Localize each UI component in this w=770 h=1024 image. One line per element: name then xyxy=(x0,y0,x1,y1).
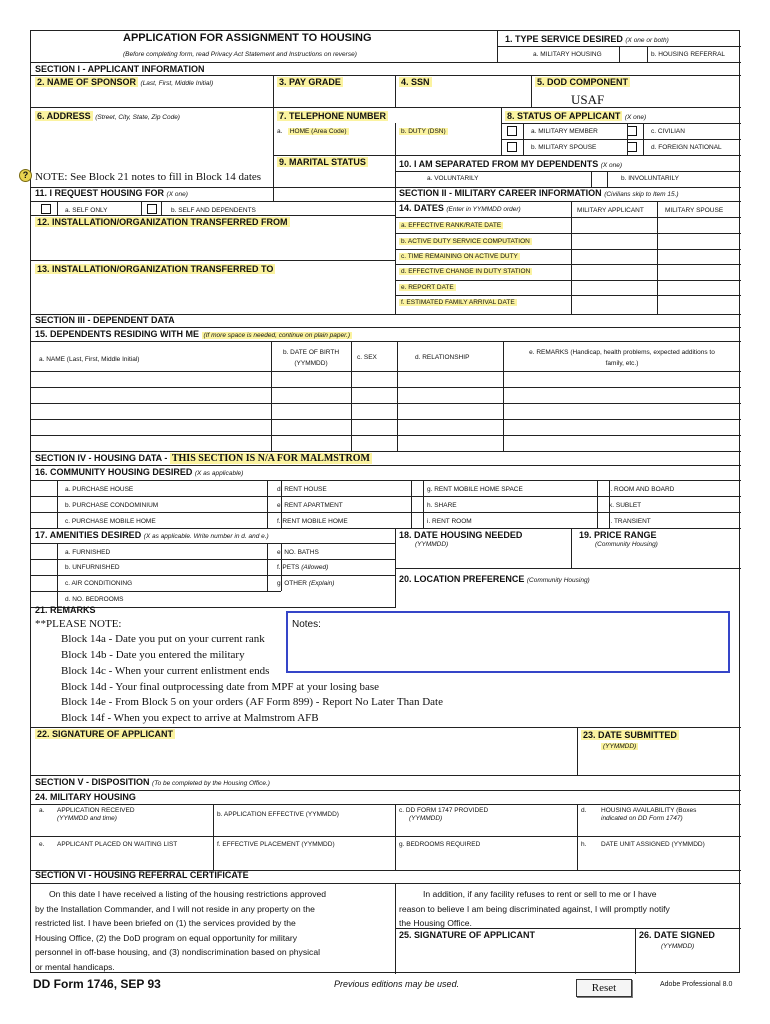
military-spouse-column: MILITARY SPOUSE xyxy=(665,207,724,214)
purchase-house-option[interactable]: a. PURCHASE HOUSE xyxy=(65,486,134,493)
applicant-status-label: 8. STATUS OF APPLICANT (X one) xyxy=(507,111,647,121)
housing-referral-option[interactable]: b. HOUSING REFERRAL xyxy=(651,51,726,58)
help-icon[interactable]: ? xyxy=(19,169,32,182)
signature-label: 22. SIGNATURE OF APPLICANT xyxy=(37,729,174,739)
address-label: 6. ADDRESS (Street, City, State, Zip Code) xyxy=(37,111,180,121)
section-5-title: SECTION V - DISPOSITION (To be completed by the Housing Office.) xyxy=(35,777,270,787)
military-housing-option[interactable]: a. MILITARY HOUSING xyxy=(533,51,602,58)
form-number: DD Form 1746, SEP 93 xyxy=(33,977,161,991)
dod-component-value[interactable]: USAF xyxy=(571,92,605,107)
date-row-f[interactable]: f. ESTIMATED FAMILY ARRIVAL DATE xyxy=(401,299,515,306)
section-6-title: SECTION VI - HOUSING REFERRAL CERTIFICATE xyxy=(35,870,249,880)
date-submitted-label: 23. DATE SUBMITTED xyxy=(583,730,677,740)
remarks-line-14c: Block 14c - When your current enlistment ends xyxy=(61,665,270,677)
transferred-from-label: 12. INSTALLATION/ORGANIZATION TRANSFERRED FROM xyxy=(37,217,288,227)
foreign-national-checkbox[interactable] xyxy=(627,142,637,152)
section-3-title: SECTION III - DEPENDENT DATA xyxy=(35,315,175,325)
reset-button[interactable]: Reset xyxy=(576,979,632,997)
rent-apartment-option[interactable]: e. RENT APARTMENT xyxy=(277,502,343,509)
certificate-left-text: On this date I have received a listing of the housing restrictions approved by the Installation Commander, and I will not reside in any property on the restricted list. I have been briefed on (1) the services provided by the Housing Office, (2) the DoD program on equal opportunity for military personnel in off-base housing, and (3) nondiscrimination based on physical or mental handicaps. xyxy=(35,889,327,972)
remarks-label: 21. REMARKS xyxy=(35,605,96,615)
dep-name-header: a. NAME (Last, First, Middle Initial) xyxy=(39,356,140,363)
dates-label: 14. DATES (Enter in YYMMDD order) xyxy=(399,203,521,213)
rent-room-option[interactable]: i. RENT ROOM xyxy=(427,518,472,525)
unfurnished-option[interactable]: b. UNFURNISHED xyxy=(65,564,120,571)
bedrooms-required-label: g. BEDROOMS REQUIRED xyxy=(399,841,481,848)
section-2-title: SECTION II - MILITARY CAREER INFORMATION (Civilians skip to Item 15.) xyxy=(399,188,679,198)
purchase-condo-option[interactable]: b. PURCHASE CONDOMINIUM xyxy=(65,502,159,509)
dd1747-label: c. DD FORM 1747 PROVIDED xyxy=(399,807,489,814)
waiting-list-prefix: e. xyxy=(39,841,45,848)
remarks-line-14f: Block 14f - When you expect to arrive at Malmstrom AFB xyxy=(61,712,319,724)
share-option[interactable]: h. SHARE xyxy=(427,502,457,509)
air-conditioning-option[interactable]: c. AIR CONDITIONING xyxy=(65,580,133,587)
type-service-label: 1. TYPE SERVICE DESIRED (X one or both) xyxy=(505,34,669,44)
date-row-a[interactable]: a. EFFECTIVE RANK/RATE DATE xyxy=(401,222,502,229)
separated-label: 10. I AM SEPARATED FROM MY DEPENDENTS (X one) xyxy=(399,159,623,169)
self-only-label: a. SELF ONLY xyxy=(65,207,108,214)
amenities-label: 17. AMENITIES DESIRED (X as applicable. Write number in d. and e.) xyxy=(35,530,269,540)
date-needed-format: (YYMMDD) xyxy=(415,541,449,548)
date-row-d[interactable]: d. EFFECTIVE CHANGE IN DUTY STATION xyxy=(401,268,531,275)
availability-label: HOUSING AVAILABILITY (Boxes xyxy=(601,807,697,814)
please-note-line: **PLEASE NOTE: xyxy=(35,618,122,630)
location-preference-label: 20. LOCATION PREFERENCE (Community Housing) xyxy=(399,574,590,584)
military-housing-label: 24. MILITARY HOUSING xyxy=(35,792,136,802)
transferred-to-label: 13. INSTALLATION/ORGANIZATION TRANSFERRED TO xyxy=(37,264,274,274)
availability-prefix: d. xyxy=(581,807,587,814)
dep-remarks-header-2: family, etc.) xyxy=(605,360,639,367)
notes-textbox[interactable] xyxy=(286,611,730,673)
app-received-label: APPLICATION RECEIVED xyxy=(57,807,135,814)
telephone-label: 7. TELEPHONE NUMBER xyxy=(279,111,387,121)
civilian-checkbox[interactable] xyxy=(627,126,637,136)
furnished-option[interactable]: a. FURNISHED xyxy=(65,549,111,556)
civilian-label: c. CIVILIAN xyxy=(651,128,685,135)
previous-editions-note: Previous editions may be used. xyxy=(334,979,460,989)
date-signed-format: (YYMMDD) xyxy=(661,943,695,950)
bedrooms-field[interactable]: d. NO. BEDROOMS xyxy=(65,596,124,603)
date-row-c[interactable]: c. TIME REMAINING ON ACTIVE DUTY xyxy=(401,253,518,260)
dep-relationship-header: d. RELATIONSHIP xyxy=(415,354,470,361)
involuntarily-option[interactable]: b. INVOLUNTARILY xyxy=(621,175,679,182)
remarks-line-14b: Block 14b - Date you entered the military xyxy=(61,649,245,661)
duty-phone-label[interactable]: b. DUTY (DSN) xyxy=(401,128,446,135)
effective-placement-label: f. EFFECTIVE PLACEMENT (YYMMDD) xyxy=(217,841,335,848)
remarks-line-14a: Block 14a - Date you put on your current rank xyxy=(61,633,265,645)
pay-grade-label: 3. PAY GRADE xyxy=(279,77,341,87)
military-spouse-label: b. MILITARY SPOUSE xyxy=(531,144,597,151)
request-housing-label: 11. I REQUEST HOUSING FOR (X one) xyxy=(35,188,188,198)
form-subtitle: (Before completing form, read Privacy Act Statement and Instructions on reverse) xyxy=(123,51,357,58)
dd1747-format: (YYMMDD) xyxy=(409,815,443,822)
date-needed-label: 18. DATE HOUSING NEEDED xyxy=(399,530,523,540)
availability-note: indicated on DD Form 1747) xyxy=(601,815,683,822)
purchase-mobile-option[interactable]: c. PURCHASE MOBILE HOME xyxy=(65,518,156,525)
room-board-option[interactable]: j. ROOM AND BOARD xyxy=(609,486,675,493)
cert-signature-label: 25. SIGNATURE OF APPLICANT xyxy=(399,930,536,940)
rent-mobile-space-option[interactable]: g. RENT MOBILE HOME SPACE xyxy=(427,486,523,493)
date-signed-label: 26. DATE SIGNED xyxy=(639,930,715,940)
date-row-b[interactable]: b. ACTIVE DUTY SERVICE COMPUTATION xyxy=(401,238,530,245)
other-option[interactable]: g. OTHER (Explain) xyxy=(277,580,335,587)
unit-assigned-label: DATE UNIT ASSIGNED (YYMMDD) xyxy=(601,841,705,848)
rent-house-option[interactable]: d. RENT HOUSE xyxy=(277,486,327,493)
self-dependents-checkbox[interactable] xyxy=(147,204,157,214)
dep-sex-header: c. SEX xyxy=(357,354,377,361)
form-title: APPLICATION FOR ASSIGNMENT TO HOUSING xyxy=(123,32,372,44)
self-dependents-label: b. SELF AND DEPENDENTS xyxy=(171,207,256,214)
dependents-label: 15. DEPENDENTS RESIDING WITH ME (If more space is needed, continue on plain paper.) xyxy=(35,329,351,339)
notes-label: Notes: xyxy=(292,619,321,630)
certificate-right-text: In addition, if any facility refuses to rent or sell to me or I have reason to believe I am being discriminated against, I will promptly notify the Housing Office. xyxy=(399,889,670,929)
block-21-note: NOTE: See Block 21 notes to fill in Block 14 dates xyxy=(35,171,262,183)
foreign-national-label: d. FOREIGN NATIONAL xyxy=(651,144,722,151)
dep-dob-header: b. DATE OF BIRTH xyxy=(282,349,340,356)
community-housing-label: 16. COMMUNITY HOUSING DESIRED (X as applicable) xyxy=(35,467,244,477)
unit-assigned-prefix: h. xyxy=(581,841,587,848)
app-received-format: (YYMMDD and time) xyxy=(57,815,117,822)
transient-option[interactable]: l. TRANSIENT xyxy=(609,518,651,525)
ssn-label: 4. SSN xyxy=(401,77,430,87)
home-phone-label[interactable]: a. HOME (Area Code) xyxy=(277,128,347,135)
military-spouse-checkbox[interactable] xyxy=(507,142,517,152)
dod-component-label: 5. DOD COMPONENT xyxy=(537,77,629,87)
sponsor-name-label: 2. NAME OF SPONSOR (Last, First, Middle Initial) xyxy=(37,77,214,87)
baths-field[interactable]: e. NO. BATHS xyxy=(277,549,319,556)
date-submitted-format: (YYMMDD) xyxy=(603,743,637,750)
voluntarily-option[interactable]: a. VOLUNTARILY xyxy=(427,175,479,182)
remarks-line-14e: Block 14e - From Block 5 on your orders (AF Form 899) - Report No Later Than Date xyxy=(61,696,443,708)
adobe-version-label: Adobe Professional 8.0 xyxy=(660,981,733,988)
military-applicant-column: MILITARY APPLICANT xyxy=(577,207,644,214)
app-effective-label: b. APPLICATION EFFECTIVE (YYMMDD) xyxy=(217,811,339,818)
self-only-checkbox[interactable] xyxy=(41,204,51,214)
dep-dob-format: (YYMMDD) xyxy=(294,360,328,367)
sublet-option[interactable]: k. SUBLET xyxy=(609,502,642,509)
waiting-list-label: APPLICANT PLACED ON WAITING LIST xyxy=(57,841,178,848)
price-range-label: 19. PRICE RANGE xyxy=(579,530,657,540)
app-received-prefix: a. xyxy=(39,807,45,814)
rent-mobile-option[interactable]: f. RENT MOBILE HOME xyxy=(277,518,348,525)
dep-remarks-header: e. REMARKS (Handicap, health problems, expected additions to xyxy=(529,349,715,356)
price-range-note: (Community Housing) xyxy=(595,541,658,548)
section-4-title: SECTION IV - HOUSING DATA - THIS SECTION IS N/A FOR MALMSTROM xyxy=(35,453,370,464)
housing-application-form xyxy=(22,30,740,973)
date-row-e[interactable]: e. REPORT DATE xyxy=(401,284,454,291)
pets-option[interactable]: f. PETS (Allowed) xyxy=(277,564,329,571)
military-member-checkbox[interactable] xyxy=(507,126,517,136)
military-member-label: a. MILITARY MEMBER xyxy=(531,128,598,135)
marital-status-label: 9. MARITAL STATUS xyxy=(279,157,366,167)
section-1-title: SECTION I - APPLICANT INFORMATION xyxy=(35,64,205,74)
remarks-line-14d: Block 14d - Your final outprocessing date from MPF at your losing base xyxy=(61,681,380,693)
